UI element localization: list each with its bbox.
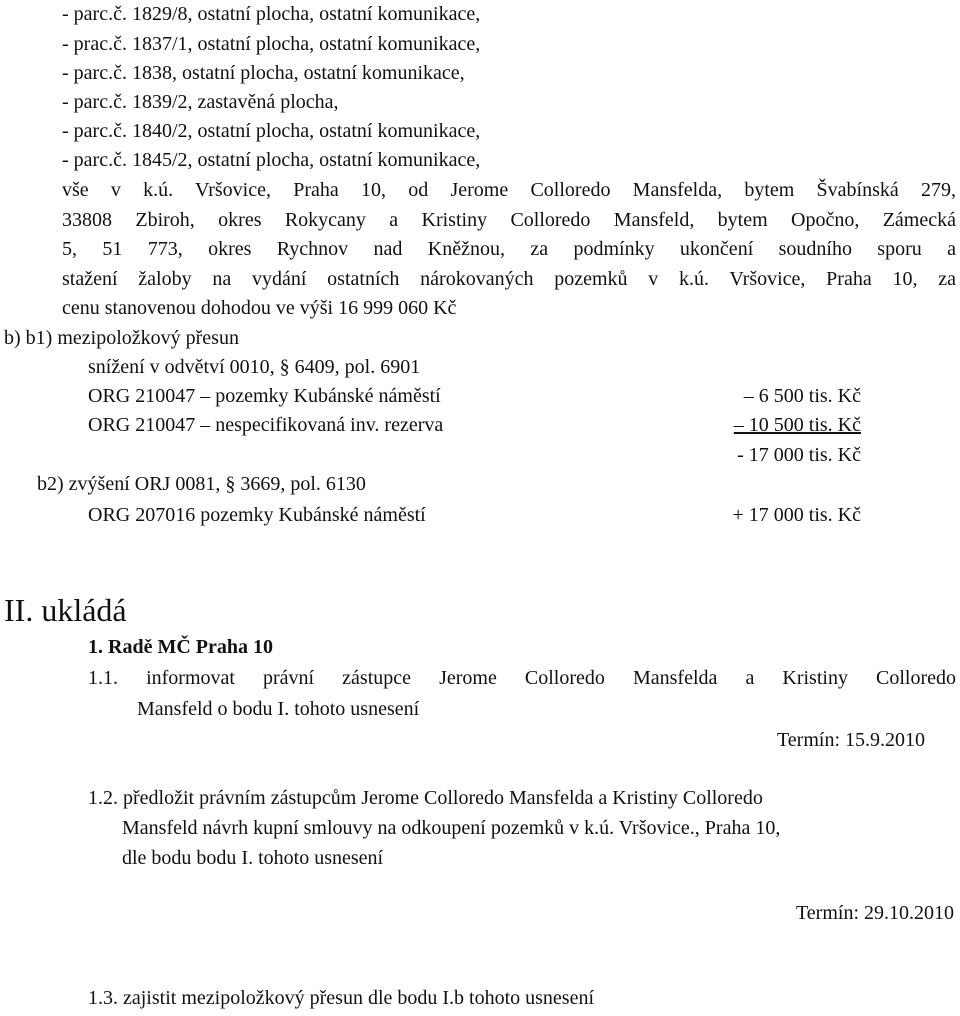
section-ii-heading: II. ukládá [4,592,127,628]
budget-row-label: ORG 210047 – pozemky Kubánské náměstí [88,385,441,407]
task-1-2-deadline: Termín: 29.10.2010 [795,902,954,924]
task-1-3-line: 1.3. zajistit mezipoložkový přesun dle bodu I.b tohoto usnesení [88,987,595,1009]
task-1-1-deadline: Termín: 15.9.2010 [776,729,925,751]
budget-row-amount: + 17 000 tis. Kč [732,504,861,526]
budget-row-label: ORG 207016 pozemky Kubánské náměstí [88,504,426,526]
parcel-list-item: - prac.č. 1837/1, ostatní plocha, ostatní komunikace, [62,33,481,55]
budget-row-amount: – 6 500 tis. Kč [743,385,861,407]
task-1-1-line: 1.1. informovat právní zástupce Jerome Colloredo Mansfelda a Kristiny Colloredo [88,667,956,689]
task-1-2-line: Mansfeld návrh kupní smlouvy na odkoupení pozemků v k.ú. Vršovice., Praha 10, [122,817,781,839]
task-1-1-line: Mansfeld o bodu I. tohoto usnesení [137,698,420,720]
parcel-list-item: - parc.č. 1845/2, ostatní plocha, ostatní komunikace, [62,149,481,171]
paragraph-line: stažení žaloby na vydání ostatních nárokovaných pozemků v k.ú. Vršovice, Praha 10, za [62,268,956,290]
paragraph-line: 33808 Zbiroh, okres Rokycany a Kristiny Colloredo Mansfeld, bytem Opočno, Zámecká [62,209,956,231]
budget-row-label: ORG 210047 – nespecifikovaná inv. rezerva [88,414,444,436]
paragraph-line: vše v k.ú. Vršovice, Praha 10, od Jerome Colloredo Mansfelda, bytem Švabínská 279, [62,179,956,201]
parcel-list-item: - parc.č. 1839/2, zastavěná plocha, [62,91,339,113]
paragraph-line: 5, 51 773, okres Rychnov nad Kněžnou, za podmínky ukončení soudního sporu a [62,238,956,260]
budget-total: - 17 000 tis. Kč [737,444,861,466]
parcel-list-item: - parc.č. 1838, ostatní plocha, ostatní komunikace, [62,62,465,84]
parcel-list-item: - parc.č. 1829/8, ostatní plocha, ostatní komunikace, [62,3,481,25]
section-b1-heading: b) b1) mezipoložkový přesun [4,327,239,349]
section-b2-heading: b2) zvýšení ORJ 0081, § 3669, pol. 6130 [37,473,366,495]
parcel-list-item: - parc.č. 1840/2, ostatní plocha, ostatní komunikace, [62,120,481,142]
section-ii-subheading: 1. Radě MČ Praha 10 [88,636,273,658]
section-b1-subheading: snížení v odvětví 0010, § 6409, pol. 6901 [88,356,421,378]
task-1-2-line: dle bodu bodu I. tohoto usnesení [122,847,384,869]
paragraph-line: cenu stanovenou dohodou ve výši 16 999 060 Kč [62,297,457,319]
budget-row-amount: – 10 500 tis. Kč [733,414,861,436]
task-1-2-line: 1.2. předložit právním zástupcům Jerome Colloredo Mansfelda a Kristiny Colloredo [88,787,763,809]
